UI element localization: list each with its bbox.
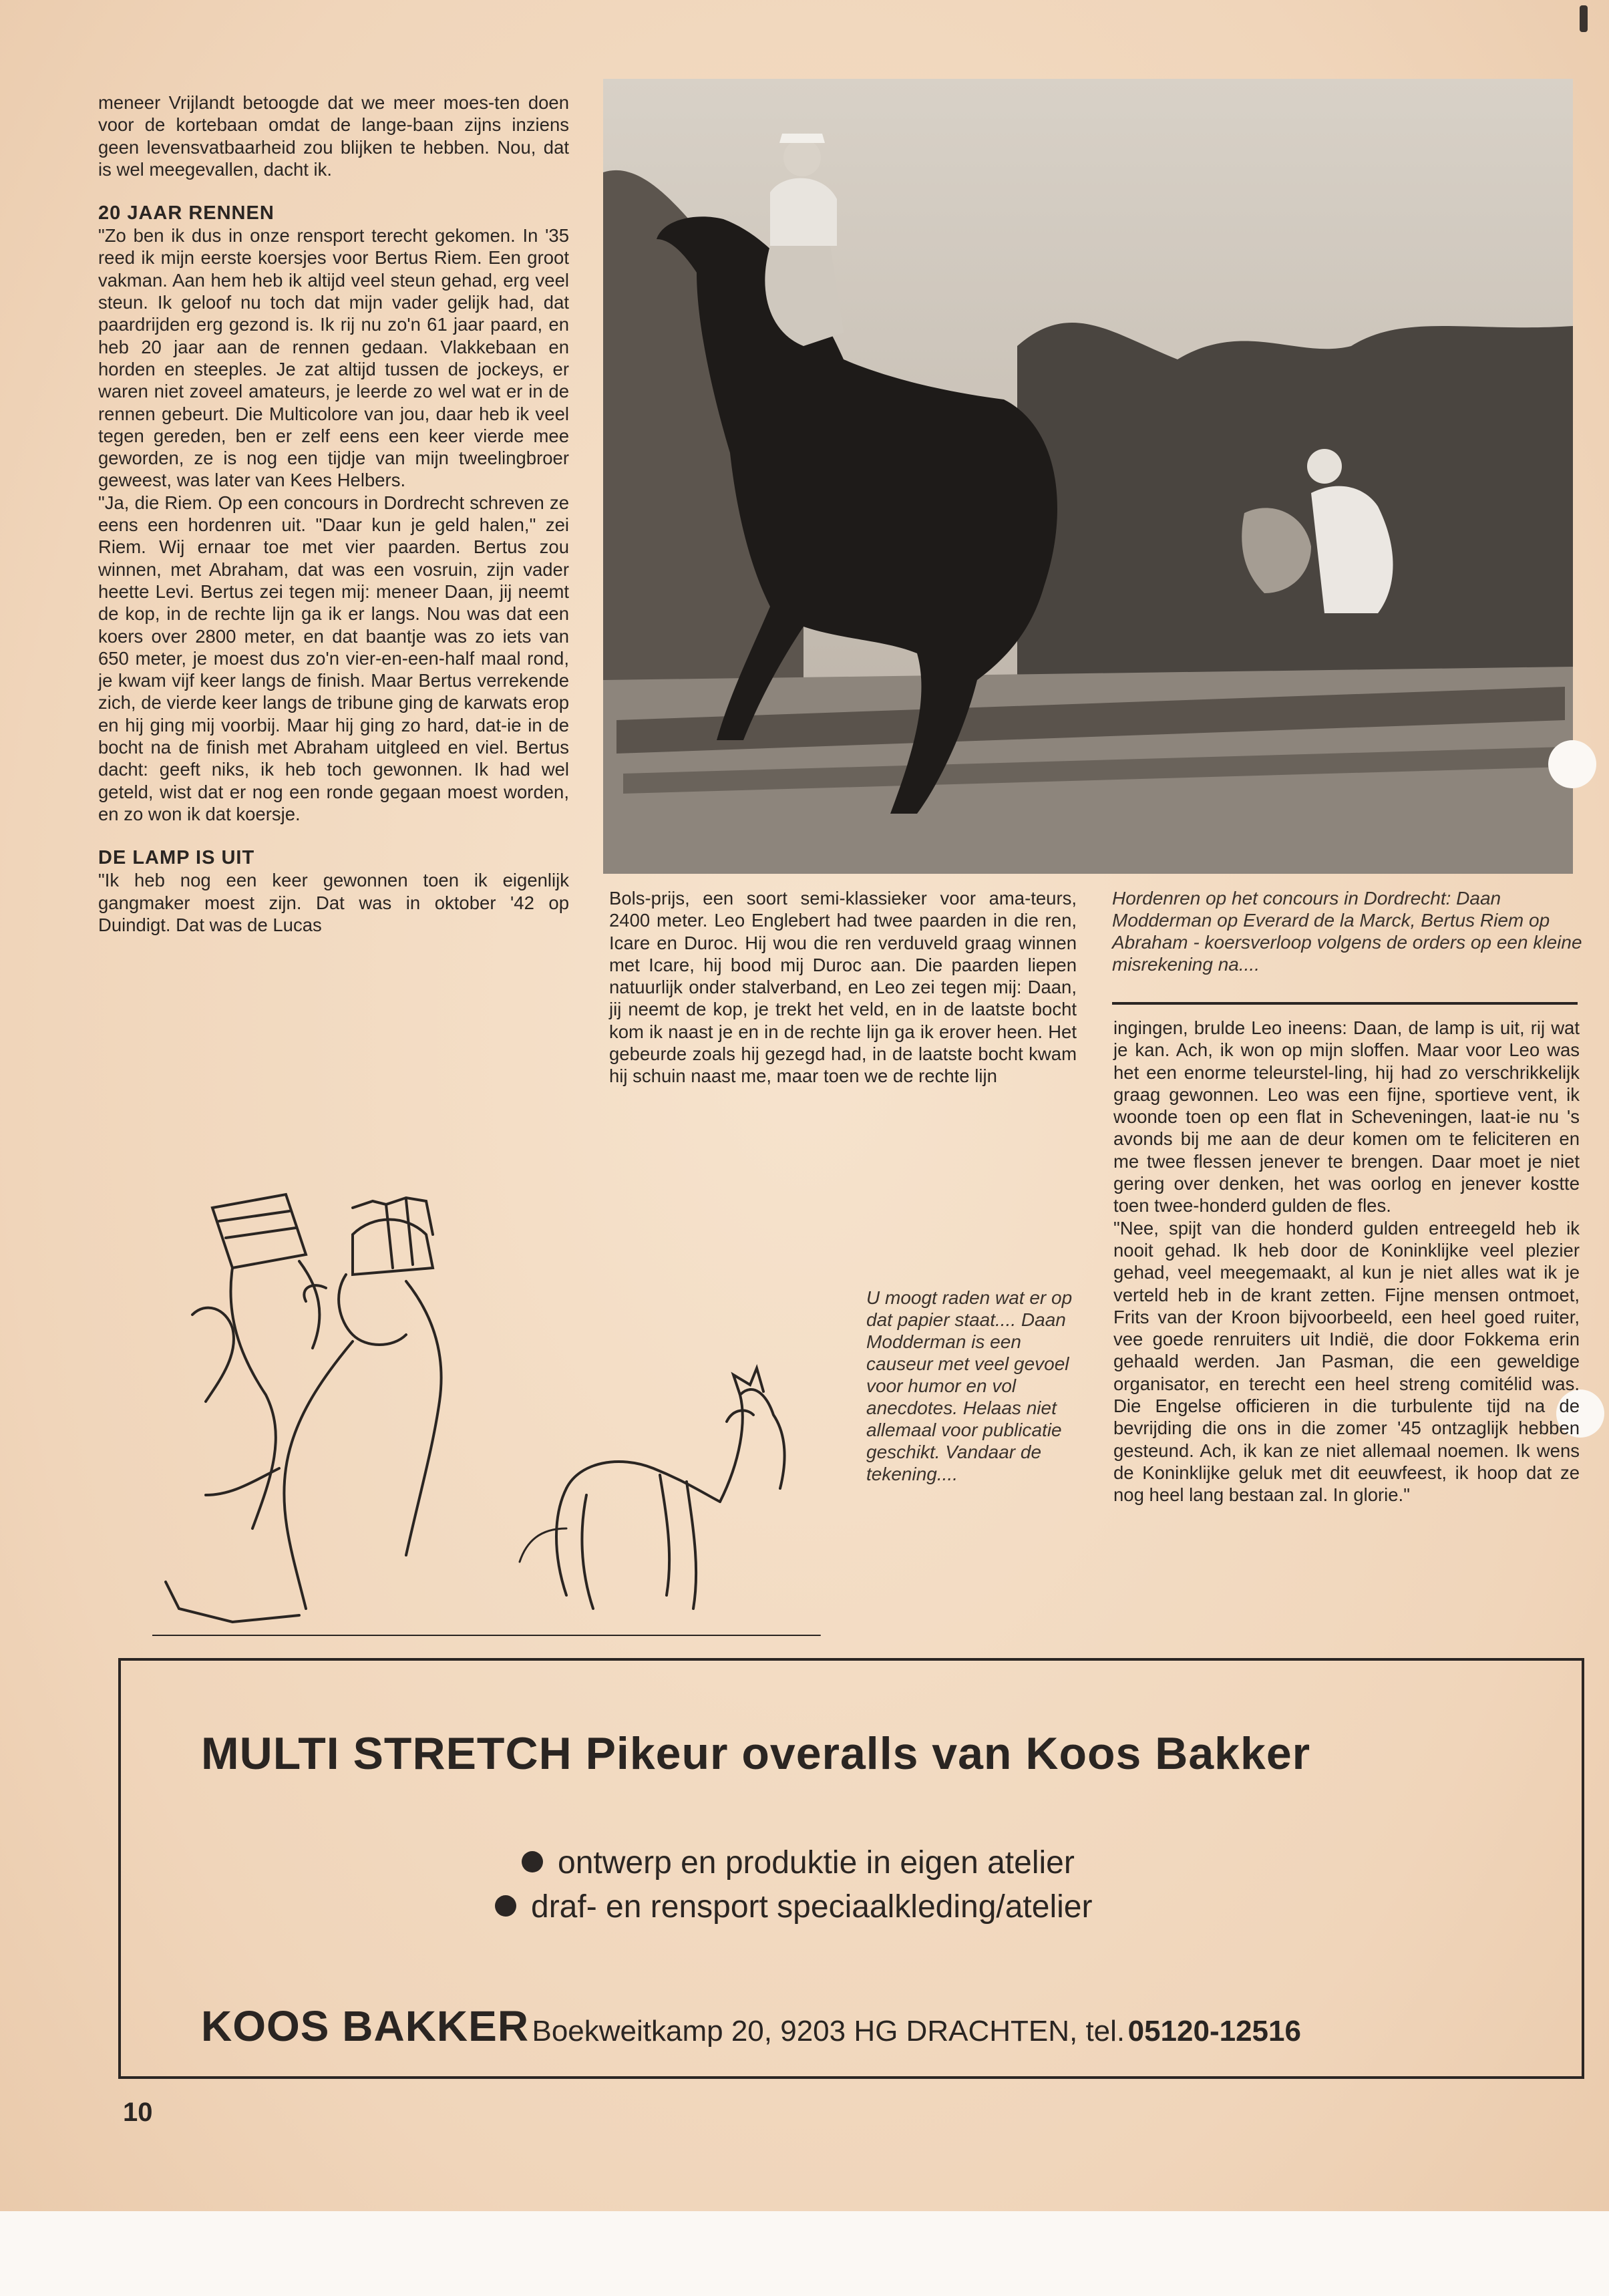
photo-caption: Hordenren op het concours in Dordrecht: Daan Modderman op Everard de la Marck, Bertus Riem op Abraham - koersverloop volgens de orders op een kleine misrekening na.... [1112,888,1582,975]
paragraph: Bols-prijs, een soort semi-klassieker voor ama-teurs, 2400 meter. Leo Englebert had twee paarden in die ren, Icare en Duroc. Hij wou die ren verduveld graag winnen met Icare, hij bood mij Duroc aan. Die paarden liepen natuurlijk onder stalverband, en Leo zei tegen mij: Daan, jij neemt de kop, je trekt het veld, en in de laatste bocht kom ik naast je en in de rechte lijn ga ik erover heen. Het gebeurde zoals hij gezegd had, in de laatste bocht kwam hij schuin naast me, maar toen we de rechte lijn [609,888,1077,1087]
page-number: 10 [123,2098,153,2127]
ad-bullet-item [495,1885,1092,1929]
paragraph: "Nee, spijt van die honderd gulden entreegeld heb ik nooit gehad. Ik heb door de Koninklijke veel plezier gehad, veel meegemaakt, al kun je niet alles wat ik je verteld heb in de krant zetten. Fijne mensen ontmoet, Frits van der Kroon bijvoorbeeld, een heel goed ruiter, vee goede renruiters uit Indië, die door Fokkema erin gehaald werden. Jan Pasman, die een geweldige organisator, en terecht een heel streng comitélid was. Die Engelse officieren in die turbulente tijd na de bevrijding die ons in die zomer '45 ontzaglijk hebben gesteund. Ach, ik kan ze niet allemaal noemen. Ik wens de Koninklijke geluk met dit eeuwfeest, ik hoop dat ze nog heel lang bestaan zal. In glorie." [1113,1217,1580,1506]
caption-divider [1112,1002,1578,1005]
paragraph: "Zo ben ik dus in onze rensport terecht gekomen. In '35 reed ik mijn eerste koersjes voor Bertus Riem. Een groot vakman. Aan hem heb ik altijd veel steun gehad, erg veel steun. Ik geloof nu toch dat mijn vader gelijk had, dat paardrijden erg gezond is. Ik rij nu zo'n 61 jaar paard, en heb 20 jaar aan de rennen gedaan. Vlakkebaan en horden en steeples. Je zat altijd tussen de jockeys, er waren niet zoveel amateurs, je leerde zo wel wat er in de rennen gebeurt. Die Multicolore van jou, daar heb ik veel tegen gereden, ben er zelf eens een keer vierde mee geworden, ze is nog een tijdje van mijn tweelingbroer geweest, was later van Kees Helbers. [98,225,569,491]
article-column-middle [609,887,1077,1088]
bullet-icon [495,1895,516,1917]
ad-headline: MULTI STRETCH Pikeur overalls van Koos Bakker [201,1728,1311,1779]
bullet-icon [522,1851,543,1872]
ad-bullet-text: draf- en rensport speciaalkleding/atelier [531,1889,1093,1925]
ad-contact-line [201,2001,1301,2051]
advertisement-box [118,1658,1584,2079]
scan-speck [1580,5,1588,32]
article-column-right [1113,1017,1580,1506]
scan-margin [0,2211,1609,2296]
ad-bullet-item [522,1841,1092,1885]
cartoon-caption: U moogt raden wat er op dat papier staat.... Daan Modderman is een causeur met veel gevoel voor humor en vol anecdotes. Helaas niet allemaal voor publicatie geschikt. Vandaar de tekening.... [866,1287,1073,1484]
cartoon-drawing [152,1181,834,1642]
paragraph: ingingen, brulde Leo ineens: Daan, de lamp is uit, rij wat je kan. Ach, ik won op mijn sloffen. Maar voor Leo was het een enorme teleurstel-ling, hij had zo verschrikkelijk graag gewonnen. Leo was een fijne, sportieve vent, ik woonde toen op een flat in Scheveningen, laat-ie nu 's avonds bij me aan de deur komen om te feliciteren en me twee flessen jenever te brengen. Daar moet je niet gering over denken, het was oorlog en jenever kostte toen twee-honderd gulden de fles. [1113,1017,1580,1216]
ad-bullet-text: ontwerp en produktie in eigen atelier [558,1845,1075,1880]
section-heading-20-jaar-rennen: 20 JAAR RENNEN [98,202,275,224]
intro-paragraph: meneer Vrijlandt betoogde dat we meer moes-ten doen voor de kortebaan omdat de lange-baan zijns inziens geen levensvatbaarheid zou blijken te hebben. Nou, dat is wel meegevallen, dacht ik. [98,92,569,180]
ad-company-name: KOOS BAKKER [201,2002,530,2050]
ad-bullet-list [522,1841,1092,1929]
paragraph: "Ik heb nog een keer gewonnen toen ik eigenlijk gangmaker moest zijn. Dat was in oktober '42 op Duindigt. Dat was de Lucas [98,870,569,935]
section-heading-de-lamp-is-uit: DE LAMP IS UIT [98,847,255,869]
paragraph: "Ja, die Riem. Op een concours in Dordrecht schreven ze eens een hordenren uit. "Daar kun je geld halen," zei Riem. Wij ernaar toe met vier paarden. Bertus zou winnen, met Abraham, dat was een vosruin, zijn vader heette Levi. Bertus zei tegen mij: meneer Daan, jij neemt de kop, in de rechte lijn ga ik er langs. Nou was dat een koers over 2800 meter, en dat baantje was zo iets van 650 meter, je moest dus zo'n vier-en-een-half maal rond, je kwam vijf keer langs de finish. Maar Bertus verrekende zich, de vierde keer langs de tribune ging de karwats erop en hij ging mij voorbij. Maar hij ging zo hard, dat-ie in de bocht na de finish met Abraham uitgleed en viel. Bertus dacht: geeft niks, ik heb toch gewonnen. Ik had wel geteld, wist dat er nog een ronde gegaan moest worden, en zo won ik dat koersje. [98,492,569,824]
ad-phone: 05120-12516 [1127,2015,1301,2047]
article-column-left [98,92,569,936]
ad-address: Boekweitkamp 20, 9203 HG DRACHTEN, tel. [532,2015,1125,2047]
race-photo [603,79,1573,874]
punch-hole [1548,740,1596,788]
